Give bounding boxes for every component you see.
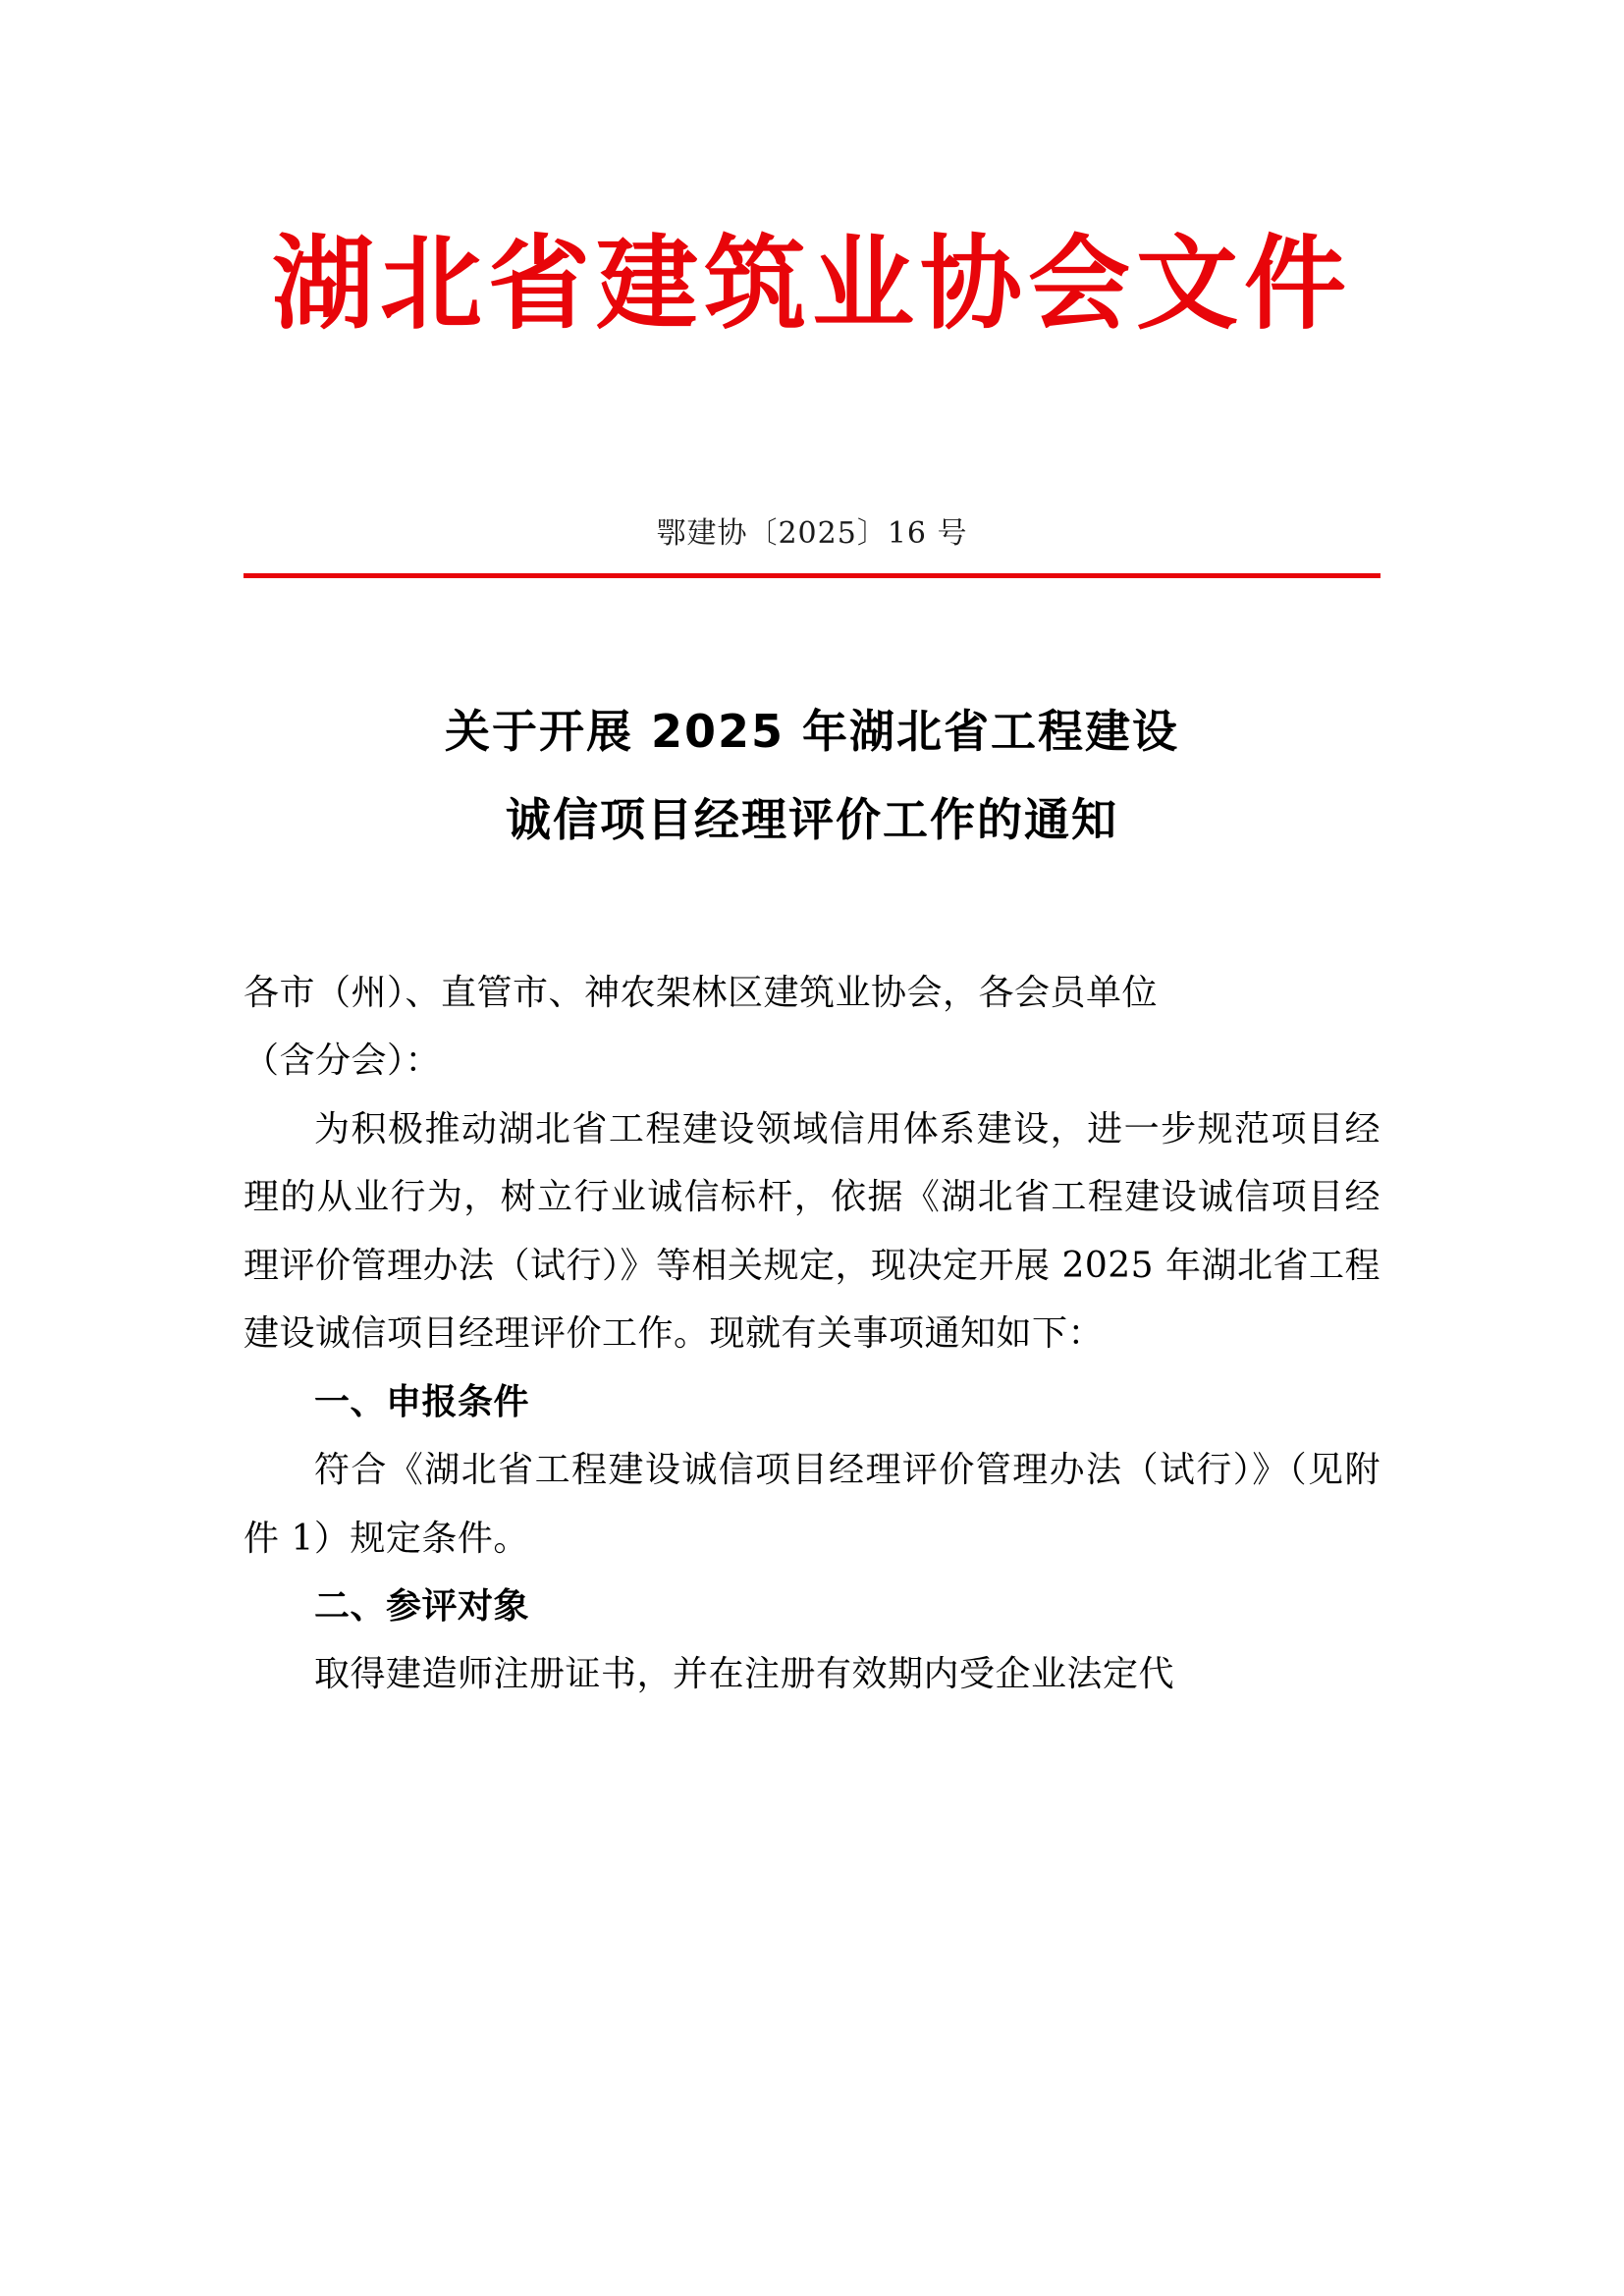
section-2-heading: 二、参评对象 (314, 1585, 530, 1627)
addressee-line-2: （含分会）： (244, 1041, 442, 1082)
document-masthead: 湖北省建筑业协会文件 (271, 224, 1352, 344)
document-number: 鄂建协〔2025〕16 号 (656, 516, 968, 552)
addressee-line-1: 各市（州）、直管市、神农架林区建筑业协会，各会员单位 (244, 972, 1159, 1013)
section-1-heading: 一、申报条件 (314, 1381, 530, 1422)
page-title (244, 688, 1380, 864)
document-body (244, 959, 1380, 1709)
red-divider-rule (244, 573, 1380, 578)
section-1-body: 符合《湖北省工程建设诚信项目经理评价管理办法（试行）》（见附件 1）规定条件。 (244, 1450, 1380, 1559)
section-2-body: 取得建造师注册证书，并在注册有效期内受企业法定代 (314, 1654, 1175, 1695)
title-line-2: 诚信项目经理评价工作的通知 (506, 793, 1118, 847)
intro-paragraph: 为积极推动湖北省工程建设领域信用体系建设，进一步规范项目经理的从业行为，树立行业诚信标杆，依据《湖北省工程建设诚信项目经理评价管理办法（试行）》等相关规定，现决定开展 2025 年湖北省工程建设诚信项目经理评价工作。现就有关事项通知如下： (244, 1108, 1381, 1355)
title-line-1: 关于开展 2025 年湖北省工程建设 (444, 705, 1180, 759)
